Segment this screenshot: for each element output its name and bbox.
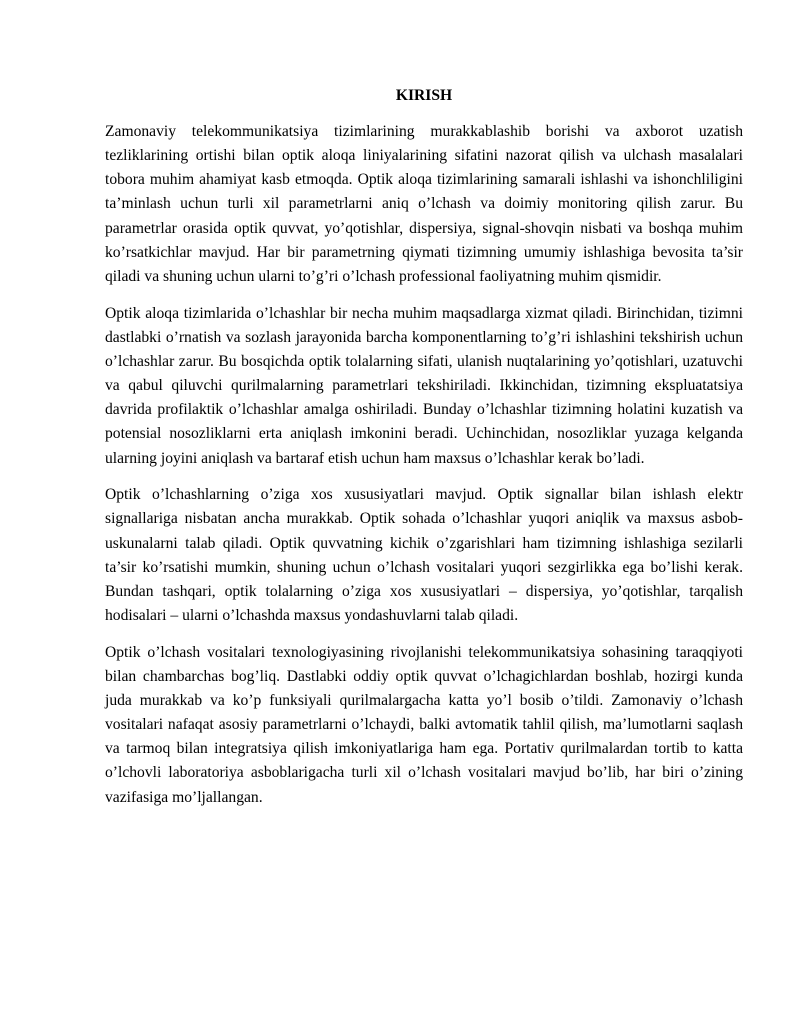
paragraph-1: Zamonaviy telekommunikatsiya tizimlarining murakkablashib borishi va axborot uzatish tezliklarining ortishi bilan optik aloqa liniyalarining sifatini nazorat qilish va ulchash masalalari tobora muhim ahamiyat kasb etmoqda. Optik aloqa tizimlarining samarali ishlashi va ishonchliligini ta’minlash uchun turli xil parametrlarni aniq o’lchash va doimiy monitoring qilish zarur. Bu parametrlar orasida optik quvvat, yo’qotishlar, dispersiya, signal-shovqin nisbati va boshqa muhim ko’rsatkichlar mavjud. Har bir parametrning qiymati tizimning umumiy ishlashiga bevosita ta’sir qiladi va shuning uchun ularni to’g’ri o’lchash professional faoliyatning muhim qismidir. bbox=[105, 123, 743, 285]
document-page bbox=[105, 84, 743, 822]
paragraph-4: Optik o’lchash vositalari texnologiyasining rivojlanishi telekommunikatsiya sohasining taraqqiyoti bilan chambarchas bog’liq. Dastlabki oddiy optik quvvat o’lchagichlardan boshlab, hozirgi kunda juda murakkab va ko’p funksiyali qurilmalargacha katta yo’l bosib o’tildi. Zamonaviy o’lchash vositalari nafaqat asosiy parametrlarni o’lchaydi, balki avtomatik tahlil qilish, ma’lumotlarni saqlash va tarmoq bilan integratsiya qilish imkoniyatlariga ham ega. Portativ qurilmalardan tortib to katta o’lchovli laboratoriya asboblarigacha turli xil o’lchash vositalari mavjud bo’lib, har biri o’zining vazifasiga mo’ljallangan. bbox=[105, 643, 743, 806]
paragraph-2: Optik aloqa tizimlarida o’lchashlar bir necha muhim maqsadlarga xizmat qiladi. Birinchidan, tizimni dastlabki o’rnatish va sozlash jarayonida barcha komponentlarning to’g’ri ishlashini tekshirish uchun o’lchashlar zarur. Bu bosqichda optik tolalarning sifati, ulanish nuqtalarining yo’qotishlari, uzatuvchi va qabul qiluvchi qurilmalarning parametrlari tekshiriladi. Ikkinchidan, tizimning ekspluatatsiya davrida profilaktik o’lchashlar amalga oshiriladi. Bunday o’lchashlar tizimning holatini kuzatish va potensial nosozliklarni erta aniqlash imkonini beradi. Uchinchidan, nosozliklar yuzaga kelganda ularning joyini aniqlash va bartaraf etish uchun ham maxsus o’lchashlar kerak bo’ladi. bbox=[105, 304, 743, 467]
paragraph-3: Optik o’lchashlarning o’ziga xos xususiyatlari mavjud. Optik signallar bilan ishlash elektr signallariga nisbatan ancha murakkab. Optik sohada o’lchashlar yuqori aniqlik va maxsus asbob-uskunalarni talab qiladi. Optik quvvatning kichik o’zgarishlari ham tizimning ishlashiga sezilarli ta’sir ko’rsatishi mumkin, shuning uchun o’lchash vositalari yuqori sezgirlikka ega bo’lishi kerak. Bundan tashqari, optik tolalarning o’ziga xos xususiyatlari – dispersiya, yo’qotishlar, tarqalish hodisalari – ularni o’lchashda maxsus yondashuvlarni talab qiladi. bbox=[105, 486, 743, 624]
section-title: KIRISH bbox=[395, 87, 453, 104]
